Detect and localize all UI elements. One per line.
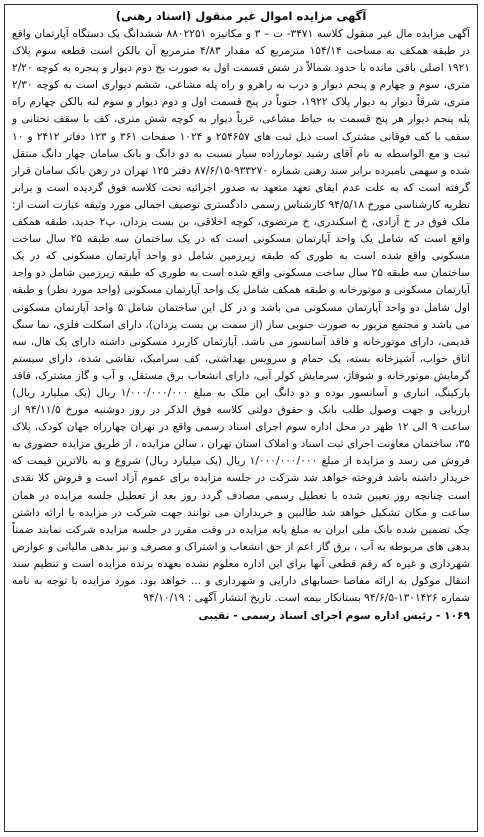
signature-office: رئیس اداره سوم اجرای اسناد رسمی	[241, 610, 433, 623]
notice-signature	[12, 608, 470, 624]
notice-title: آگهی مزایده اموال غیر منقول (اسناد رهنی)	[115, 9, 367, 23]
signature-code: ۱۰۶۹	[444, 610, 470, 623]
notice-body: آگهی مزایده مال غیر منقول کلاسه ۳۴۷۱- ت – ۳ و مکانیزه ۸۸۰۲۲۵۱ ششدانگ یک دستگاه آپارتمان واقع در طبقه همکف به مساحت ۱۵۴/۱۴ مترمربع که مقدار ۴/۸۳ مترمربع آن بالکن است قطعه سوم پلاک ۱۹۲۱ اصلی باقی مانده با حدود شمالاً در شش قسمت اول به صورت یخ دوم دیوار و پنجره به کوچه ۲/۲۰ متری، سوم و چهارم و پنجم دیوار و درب به راهرو و راه پله مشاعی، ششم دیواری است به کوچه ۲/۳۰ متری، شرقاً دیوار به دیوار پلاک ۱۹۲۲، جنوباً در پنج قسمت اول و دوم دیوار و سوم لبه بالکن چهارم راه پله پنجم دیوار هر پنج قسمت به حیاط مشاعی، غرباً دیوار به کوچه شش متری، کف با سقف تحتانی و سقف با کف فوقانی مشترک است ذیل ثبت های ۲۵۴۶۵۷ و ۱۰۲۴ صفحات ۳۶۱ و ۱۲۳ دفاتر ۲۴۱۲ و ۱۰ ثبت و مع الواسطه به نام آقای رشید تومارزاده سیار نسبت به دو دانگ و بانک سامان چهار دانگ منتقل شده و سهمی نامبرده برابر سند رهنی شماره ۹۳۳۲۷۰-۸۷/۶/۱۵ دفتر ۱۲۵ تهران در رهن بانک سامان قرار گرفته است که به علت عدم ایفای تعهد متعهد به صدور اجرائیه تحت کلاسه فوق گردیده است و برابر نظریه کارشناسی مورخ ۹۴/۵/۱۸ کارشناس رسمی دادگستری توصیف اجمالی مورد وثیقه عبارت است از: ملک فوق در خ آزادی، خ اسکندری، خ مرتضوی، کوچه اخلاقی، بن بست یزدان، پ۲ جدید، طبقه همکف واقع است که شامل یک واحد آپارتمان مسکونی است که در یک ساختمان سه طبقه ۲۵ سال ساخت مسکونی واقع شده است به طوری که طبقه زیرزمین شامل دو واحد آپارتمان مسکونی که در یک ساختمان سه طبقه ۲۵ سال ساخت مسکونی واقع شده است به طوری که طبقه زیرزمین شامل دو واحد آپارتمان مسکونی و موتورخانه و طبقه همکف شامل یک واحد آپارتمان مسکونی (واحد مورد نظر) و طبقه اول شامل دو واحد آپارتمان مسکونی می باشد و در کل این ساختمان شامل ۵ واحد آپارتمان مسکونی می باشد و مجتمع مزبور به صورت جنوبی ساز (از سمت بن بست یزدان)، دارای اسکلت فلزی، نما سنگ قدیمی، دارای موتورخانه و فاقد آسانسور می باشد. آپارتمان کاربرد مسکونی داشته دارای یک هال، سه اتاق خواب، آشپزخانه بسته، یک حمام و سرویس بهداشتی، کف سرامیک، نقاشی شده، دارای سیستم گرمایش موتورخانه و شوفاژ، سرمایش کولر آبی، دارای انشعاب برق مستقل، و آب و گاز مشترک، فاقد پارکینگ، انباری و آسانسور بوده و دو دانگ این ملک به مبلغ ۱/۰۰۰/۰۰۰/۰۰۰ ریال (یک میلیارد ریال) ارزیابی و جهت وصول طلب بانک و حقوق دولتی کلاسه فوق الذکر در روز دوشنبه مورخ ۹۴/۱۱/۵ از ساعت ۹ الی ۱۲ ظهر در محل اداره سوم اجرای اسناد رسمی واقع در تهران چهارراه جهان کودک، پلاک ۳۵، ساختمان معاونت اجرای ثبت اسناد و املاک استان تهران ، سالن مزایده ، از طریق مزایده حضوری به فروش می رسد و مزایده از مبلغ ۱/۰۰۰/۰۰۰/۰۰۰ ریال (یک میلیارد ریال) شروع و به بالاترین قیمت که خریدار داشته باشد فروخته خواهد شد شرکت در جلسه مزایده برای عموم آزاد است و فروش کلا نقدی است چنانچه روز تعیین شده با تعطیل رسمی مصادف گردد روز بعد از تعطیل جلسه مزایده در همان ساعت و مکان تشکیل خواهد شد طالبین و خریداران می توانند جهت شرکت در مزایده با ارائه داشتن چک تضمین شده بانک ملی ایران به مبلغ پایه مزایده در وقت مقرر در جلسه مزایده شرکت نمایند ضمناً بدهی های مربوطه به آب ، برق گاز اعم از حق انشعاب و اشتراک و مصرف و نیز بدهی مالیاتی و عوارض شهرداری و غیره که رقم قطعی آنها برای این اداره معلوم نشده بعهده برنده مزایده است و تنظیم سند انتقال موکول به ارائه مفاصا حسابهای دارایی و شهرداری و ... خواهد بود. مورد مزایده با توجه به نامه شماره ۱۳۰۱۴۲۶-۹۴/۶/۵ بستانکار بیمه است. تاریخ انتشار آگهی : ۹۴/۱۰/۱۹	[12, 28, 471, 605]
signature-separator: -	[436, 610, 441, 623]
signature-name: نقیبی	[198, 610, 230, 623]
auction-notice	[4, 4, 478, 832]
signature-separator: -	[233, 610, 238, 623]
